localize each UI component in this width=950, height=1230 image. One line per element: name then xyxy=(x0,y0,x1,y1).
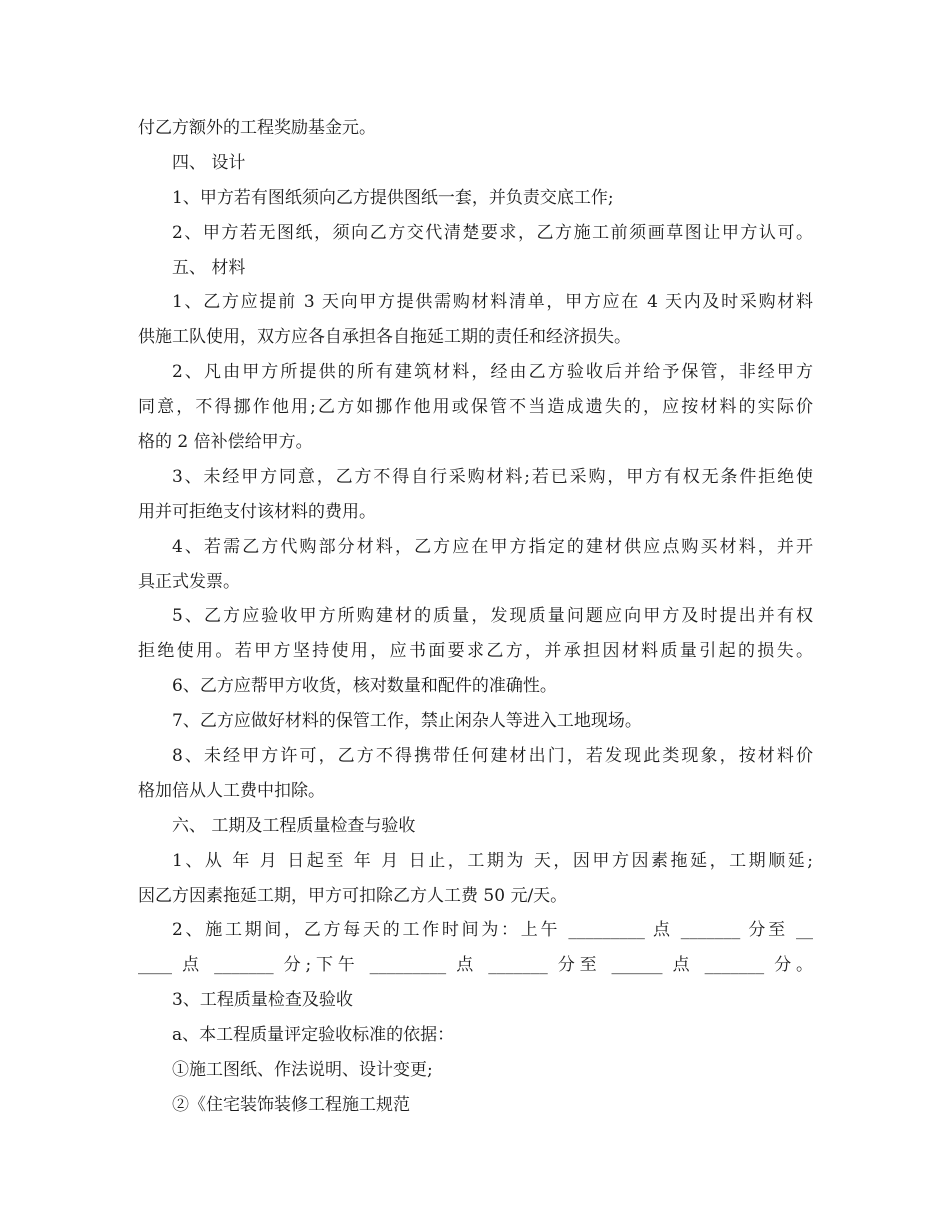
text-line: 2、凡由甲方所提供的所有建筑材料，经由乙方验收后并给予保管，非经甲方 xyxy=(172,362,813,383)
text-line: 5、乙方应验收甲方所购建材的质量，发现质量问题应向甲方及时提出并有权 xyxy=(172,606,813,627)
text-line: 1、从 年 月 日起至 年 月 日止，工期为 天，因甲方因素拖延，工期顺延; xyxy=(172,850,813,871)
text-line: 6、乙方应帮甲方收货，核对数量和配件的准确性。 xyxy=(172,676,557,697)
text-line: 同意，不得挪作他用;乙方如挪作他用或保管不当造成遗失的，应按材料的实际价 xyxy=(138,397,813,418)
text-line: ①施工图纸、作法说明、设计变更; xyxy=(172,1060,433,1081)
text-line: 3、未经甲方同意，乙方不得自行采购材料;若已采购，甲方有权无条件拒绝使 xyxy=(172,466,813,487)
text-line: ____ 点 _______ 分;下午 _________ 点 _______ 分至 ______ 点 _______ 分。 xyxy=(138,955,813,976)
text-line: 1、甲方若有图纸须向乙方提供图纸一套，并负责交底工作; xyxy=(172,187,614,208)
text-line: 具正式发票。 xyxy=(138,571,240,592)
text-line: 格加倍从人工费中扣除。 xyxy=(138,780,325,801)
text-line: 2、甲方若无图纸，须向乙方交代清楚要求，乙方施工前须画草图让甲方认可。 xyxy=(172,222,813,243)
text-line: 五、 材料 xyxy=(172,257,246,278)
text-line: 2、施工期间，乙方每天的工作时间为：上午 _________ 点 _______ 分至 __ xyxy=(172,920,813,941)
text-line: 1、乙方应提前 3 天向甲方提供需购材料清单，甲方应在 4 天内及时采购材料 xyxy=(172,292,813,313)
text-line: a、本工程质量评定验收标准的依据： xyxy=(172,1025,455,1046)
text-line: 7、乙方应做好材料的保管工作，禁止闲杂人等进入工地现场。 xyxy=(172,711,642,732)
text-line: 付乙方额外的工程奖励基金元。 xyxy=(138,118,376,138)
text-line: 8、未经甲方许可，乙方不得携带任何建材出门，若发现此类现象，按材料价 xyxy=(172,746,813,767)
text-line: 格的 2 倍补偿给甲方。 xyxy=(138,432,313,453)
document-body xyxy=(138,111,813,1123)
text-line: 3、工程质量检查及验收 xyxy=(172,990,353,1011)
text-line: 用并可拒绝支付该材料的费用。 xyxy=(138,501,376,522)
text-line: 供施工队使用，双方应各自承担各自拖延工期的责任和经济损失。 xyxy=(138,327,631,348)
text-line: 六、 工期及工程质量检查与验收 xyxy=(172,815,416,836)
text-line: 因乙方因素拖延工期，甲方可扣除乙方人工费 50 元/天。 xyxy=(138,885,568,906)
text-line: 拒绝使用。若甲方坚持使用，应书面要求乙方，并承担因材料质量引起的损失。 xyxy=(138,641,813,662)
text-line: 四、 设计 xyxy=(172,152,246,173)
text-line: ②《住宅装饰装修工程施工规范 xyxy=(172,1094,410,1115)
text-line: 4、若需乙方代购部分材料，乙方应在甲方指定的建材供应点购买材料，并开 xyxy=(172,536,813,557)
